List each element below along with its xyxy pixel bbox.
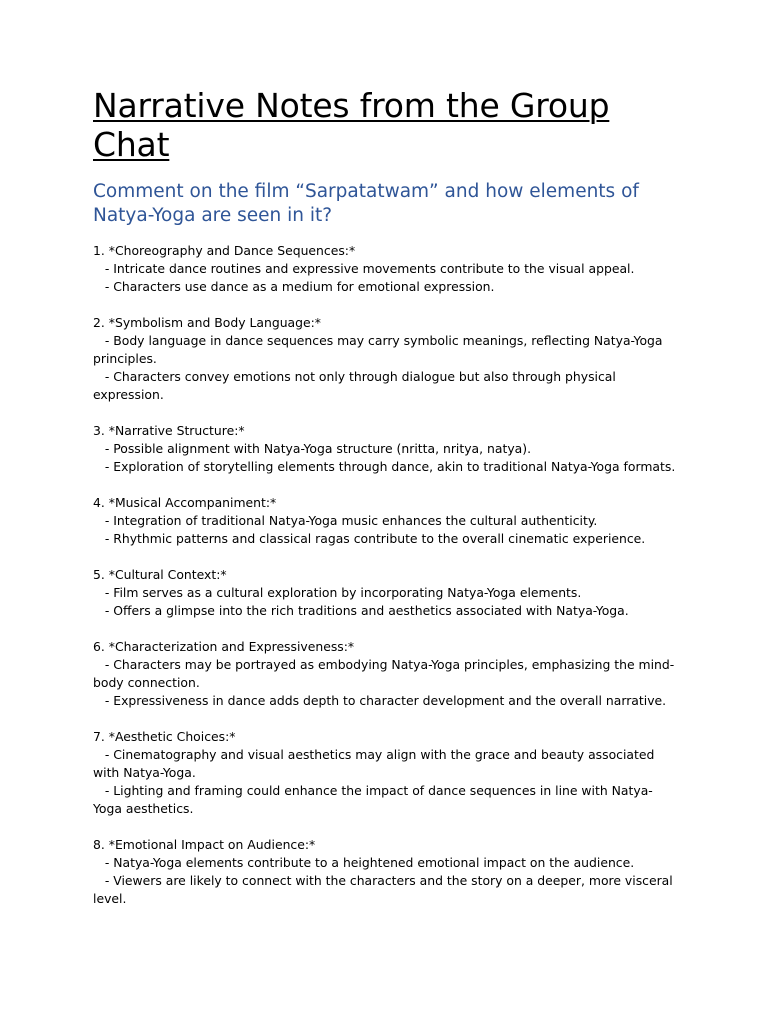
note-bullet: - Expressiveness in dance adds depth to character development and the overall narrative. — [93, 693, 667, 708]
note-bullet: - Characters convey emotions not only through dialogue but also through physical expression. — [93, 369, 620, 402]
note-section — [93, 422, 678, 476]
note-bullet: - Characters may be portrayed as embodying Natya-Yoga principles, emphasizing the mind-body connection. — [93, 657, 675, 690]
note-section-heading: 7. *Aesthetic Choices:* — [93, 729, 236, 744]
note-section — [93, 728, 678, 818]
note-section-heading: 4. *Musical Accompaniment:* — [93, 495, 277, 510]
note-bullet: - Natya-Yoga elements contribute to a heightened emotional impact on the audience. — [93, 855, 635, 870]
note-section-heading: 8. *Emotional Impact on Audience:* — [93, 837, 316, 852]
note-bullet: - Cinematography and visual aesthetics may align with the grace and beauty associated with Natya-Yoga. — [93, 747, 659, 780]
note-section-heading: 6. *Characterization and Expressiveness:* — [93, 639, 355, 654]
notes-list — [93, 242, 678, 908]
note-section — [93, 242, 678, 296]
document-page — [93, 86, 678, 926]
note-bullet: - Lighting and framing could enhance the impact of dance sequences in line with Natya-Yoga aesthetics. — [93, 783, 653, 816]
note-section-heading: 3. *Narrative Structure:* — [93, 423, 245, 438]
note-section — [93, 566, 678, 620]
note-section — [93, 836, 678, 908]
note-bullet: - Exploration of storytelling elements through dance, akin to traditional Natya-Yoga formats. — [93, 459, 676, 474]
note-bullet: - Intricate dance routines and expressive movements contribute to the visual appeal. — [93, 261, 635, 276]
note-bullet: - Film serves as a cultural exploration by incorporating Natya-Yoga elements. — [93, 585, 582, 600]
note-section-heading: 1. *Choreography and Dance Sequences:* — [93, 243, 356, 258]
note-section — [93, 314, 678, 404]
note-section-heading: 2. *Symbolism and Body Language:* — [93, 315, 322, 330]
note-bullet: - Viewers are likely to connect with the characters and the story on a deeper, more visceral level. — [93, 873, 677, 906]
note-bullet: - Possible alignment with Natya-Yoga structure (nritta, nritya, natya). — [93, 441, 532, 456]
note-bullet: - Characters use dance as a medium for emotional expression. — [93, 279, 495, 294]
note-bullet: - Rhythmic patterns and classical ragas contribute to the overall cinematic experience. — [93, 531, 646, 546]
note-bullet: - Body language in dance sequences may carry symbolic meanings, reflecting Natya-Yoga principles. — [93, 333, 667, 366]
note-bullet: - Offers a glimpse into the rich traditions and aesthetics associated with Natya-Yoga. — [93, 603, 629, 618]
document-subtitle: Comment on the film “Sarpatatwam” and how elements of Natya-Yoga are seen in it? — [93, 181, 639, 226]
document-title: Narrative Notes from the Group Chat — [93, 86, 610, 164]
note-section — [93, 638, 678, 710]
note-bullet: - Integration of traditional Natya-Yoga music enhances the cultural authenticity. — [93, 513, 598, 528]
note-section-heading: 5. *Cultural Context:* — [93, 567, 227, 582]
note-section — [93, 494, 678, 548]
